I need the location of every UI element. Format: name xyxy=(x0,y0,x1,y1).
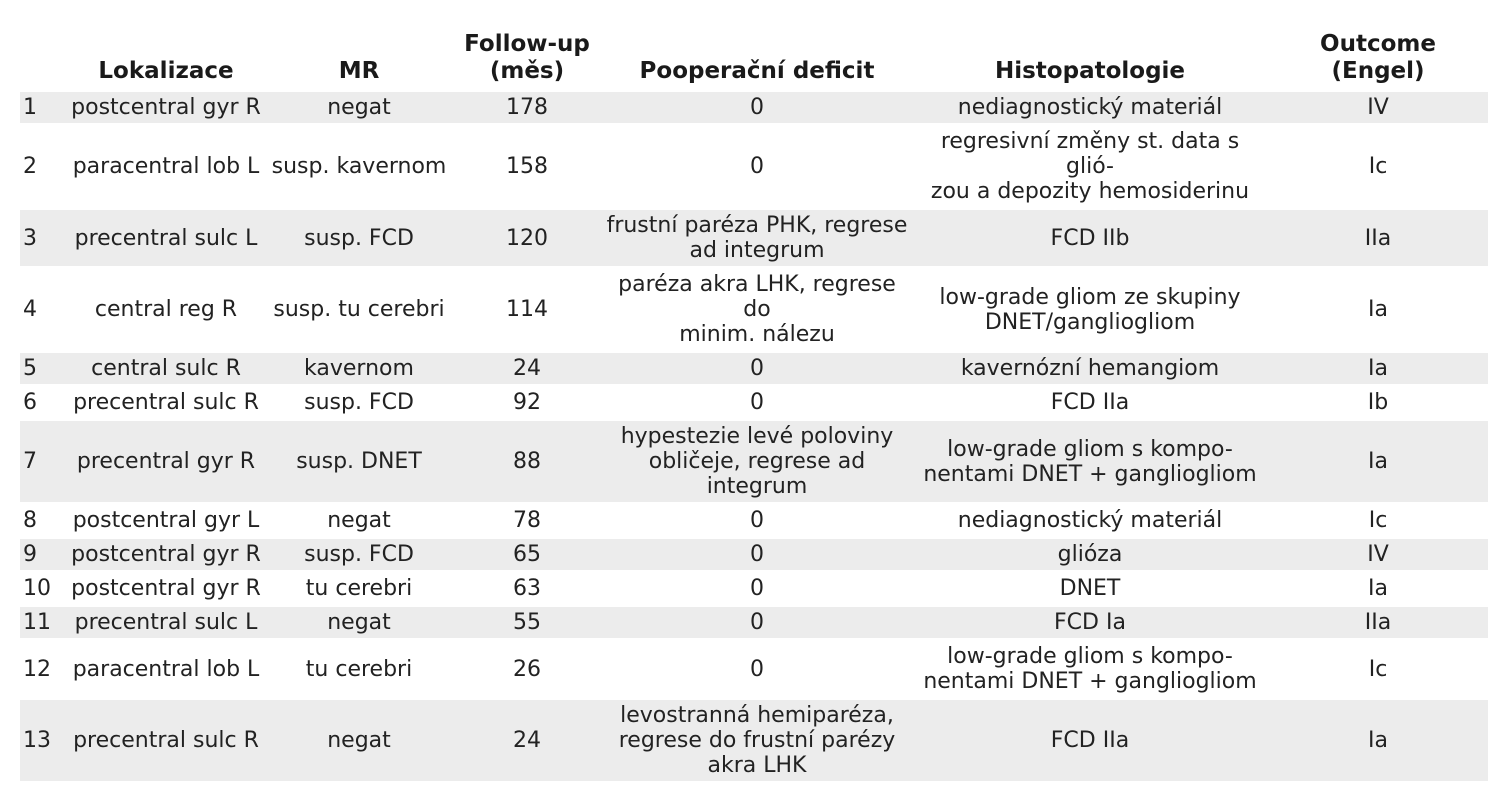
cell-deficit: hypestezie levé poloviny obličeje, regrese ad integrum xyxy=(620,424,894,499)
cell-histopatologie: low-grade gliom ze skupiny DNET/gangliogliom xyxy=(939,284,1241,335)
cell-mr: susp. tu cerebri xyxy=(273,297,445,322)
cell-outcome: Ia xyxy=(1368,297,1388,322)
header-followup: Follow-up (měs) xyxy=(464,31,590,84)
cell-deficit: levostranná hemiparéza, regrese do frustní parézy akra LHK xyxy=(618,703,896,778)
cell-histopatologie: FCD IIa xyxy=(1050,728,1130,753)
cell-lokalizace: postcentral gyr R xyxy=(71,95,261,120)
cell-histopatologie: nediagnostický materiál xyxy=(957,95,1223,120)
cell-mr: susp. kavernom xyxy=(271,154,447,179)
table-row xyxy=(20,269,1488,350)
header-row xyxy=(20,31,1488,89)
table-row xyxy=(20,641,1488,697)
cell-lokalizace: precentral sulc R xyxy=(73,390,259,415)
cell-deficit: 0 xyxy=(750,656,764,682)
table-row xyxy=(20,505,1488,536)
table-row xyxy=(20,387,1488,418)
cell-deficit: 0 xyxy=(750,610,764,635)
cell-mr: tu cerebri xyxy=(305,656,413,682)
cell-num: 12 xyxy=(23,656,51,682)
cell-lokalizace: postcentral gyr R xyxy=(71,542,261,567)
cell-histopatologie: DNET xyxy=(1059,576,1121,601)
cell-outcome: Ic xyxy=(1368,508,1388,533)
cell-histopatologie: FCD IIa xyxy=(1050,390,1130,415)
table-row xyxy=(20,421,1488,502)
header-histopatologie: Histopatologie xyxy=(994,58,1186,84)
cell-deficit: 0 xyxy=(750,576,764,601)
cell-outcome: IIa xyxy=(1364,610,1392,635)
header-outcome: Outcome (Engel) xyxy=(1320,31,1436,84)
table-header xyxy=(20,31,1488,89)
cell-followup: 63 xyxy=(513,576,541,601)
cell-followup: 24 xyxy=(513,356,541,381)
table-row xyxy=(20,353,1488,384)
cell-num: 2 xyxy=(23,154,37,179)
cell-followup: 114 xyxy=(506,297,548,322)
header-lokalizace: Lokalizace xyxy=(98,58,234,84)
table-row xyxy=(20,607,1488,638)
table-row xyxy=(20,92,1488,123)
cell-followup: 92 xyxy=(513,390,541,415)
cell-histopatologie: low-grade gliom s kompo- nentami DNET + gangliogliom xyxy=(923,436,1257,487)
cell-outcome: Ic xyxy=(1368,656,1388,682)
cell-outcome: Ib xyxy=(1367,390,1389,415)
cell-num: 6 xyxy=(23,390,37,415)
cell-lokalizace: precentral sulc R xyxy=(73,728,259,753)
cell-lokalizace: precentral gyr R xyxy=(76,449,256,474)
cell-histopatologie: low-grade gliom s kompo- nentami DNET + gangliogliom xyxy=(923,644,1257,694)
cell-outcome: Ia xyxy=(1368,576,1388,601)
cell-deficit: 0 xyxy=(750,154,764,179)
cell-histopatologie: FCD IIb xyxy=(1050,225,1130,251)
cell-outcome: Ic xyxy=(1368,154,1388,179)
cell-lokalizace: precentral sulc L xyxy=(74,610,258,635)
cell-deficit: 0 xyxy=(750,356,764,381)
cell-lokalizace: postcentral gyr R xyxy=(71,576,261,601)
cell-histopatologie: regresivní změny st. data s glió- zou a depozity hemosiderinu xyxy=(930,129,1250,204)
cell-followup: 55 xyxy=(513,610,541,635)
cell-outcome: Ia xyxy=(1368,356,1388,381)
cell-num: 1 xyxy=(23,95,37,120)
cell-lokalizace: central reg R xyxy=(94,297,238,322)
cell-deficit: 0 xyxy=(750,95,764,120)
cell-lokalizace: paracentral lob L xyxy=(72,154,260,179)
cell-num: 5 xyxy=(23,356,37,381)
cell-followup: 88 xyxy=(513,449,541,474)
table-row xyxy=(20,126,1488,207)
cell-deficit: 0 xyxy=(750,542,764,567)
cell-followup: 24 xyxy=(513,728,541,753)
cell-mr: negat xyxy=(327,95,391,120)
cell-num: 3 xyxy=(23,225,37,251)
cell-lokalizace: precentral sulc L xyxy=(74,225,258,251)
header-num xyxy=(20,31,66,89)
cell-followup: 178 xyxy=(506,95,548,120)
cell-outcome: IV xyxy=(1367,542,1389,567)
table-body xyxy=(20,92,1488,781)
cell-mr: negat xyxy=(327,728,391,753)
cell-followup: 158 xyxy=(506,154,548,179)
table-row xyxy=(20,700,1488,781)
table-row xyxy=(20,573,1488,604)
cell-num: 8 xyxy=(23,508,37,533)
header-mr: MR xyxy=(338,58,380,84)
cell-num: 4 xyxy=(23,297,37,322)
cell-deficit: 0 xyxy=(750,390,764,415)
cell-num: 9 xyxy=(23,542,37,567)
cell-followup: 65 xyxy=(513,542,541,567)
cell-num: 10 xyxy=(23,576,51,601)
cell-outcome: IIa xyxy=(1364,225,1392,251)
cell-lokalizace: central sulc R xyxy=(91,356,241,381)
cell-histopatologie: glióza xyxy=(1057,542,1123,567)
cell-lokalizace: paracentral lob L xyxy=(72,656,260,682)
cell-mr: susp. FCD xyxy=(304,225,414,251)
cell-num: 13 xyxy=(23,728,51,753)
cell-outcome: IV xyxy=(1367,95,1389,120)
cell-followup: 78 xyxy=(513,508,541,533)
cell-mr: susp. FCD xyxy=(304,390,414,415)
header-deficit: Pooperační deficit xyxy=(639,58,875,84)
cell-outcome: Ia xyxy=(1368,728,1388,753)
cell-followup: 120 xyxy=(506,225,548,251)
cell-histopatologie: kavernózní hemangiom xyxy=(960,356,1220,381)
results-table-container xyxy=(20,28,1488,784)
table-row xyxy=(20,539,1488,570)
results-table xyxy=(20,28,1488,784)
cell-mr: negat xyxy=(327,508,391,533)
cell-histopatologie: FCD Ia xyxy=(1054,610,1126,635)
cell-num: 7 xyxy=(23,449,37,474)
table-row xyxy=(20,210,1488,266)
cell-deficit: paréza akra LHK, regrese do minim. nálezu xyxy=(618,272,896,347)
cell-deficit: 0 xyxy=(750,508,764,533)
cell-deficit: frustní paréza PHK, regrese ad integrum xyxy=(606,213,908,263)
cell-followup: 26 xyxy=(513,656,541,682)
cell-histopatologie: nediagnostický materiál xyxy=(957,508,1223,533)
cell-num: 11 xyxy=(23,610,51,635)
cell-mr: kavernom xyxy=(304,356,414,381)
cell-mr: susp. DNET xyxy=(296,449,422,474)
cell-outcome: Ia xyxy=(1368,449,1388,474)
cell-lokalizace: postcentral gyr L xyxy=(72,508,260,533)
cell-mr: negat xyxy=(327,610,391,635)
cell-mr: tu cerebri xyxy=(305,576,413,601)
cell-mr: susp. FCD xyxy=(304,542,414,567)
